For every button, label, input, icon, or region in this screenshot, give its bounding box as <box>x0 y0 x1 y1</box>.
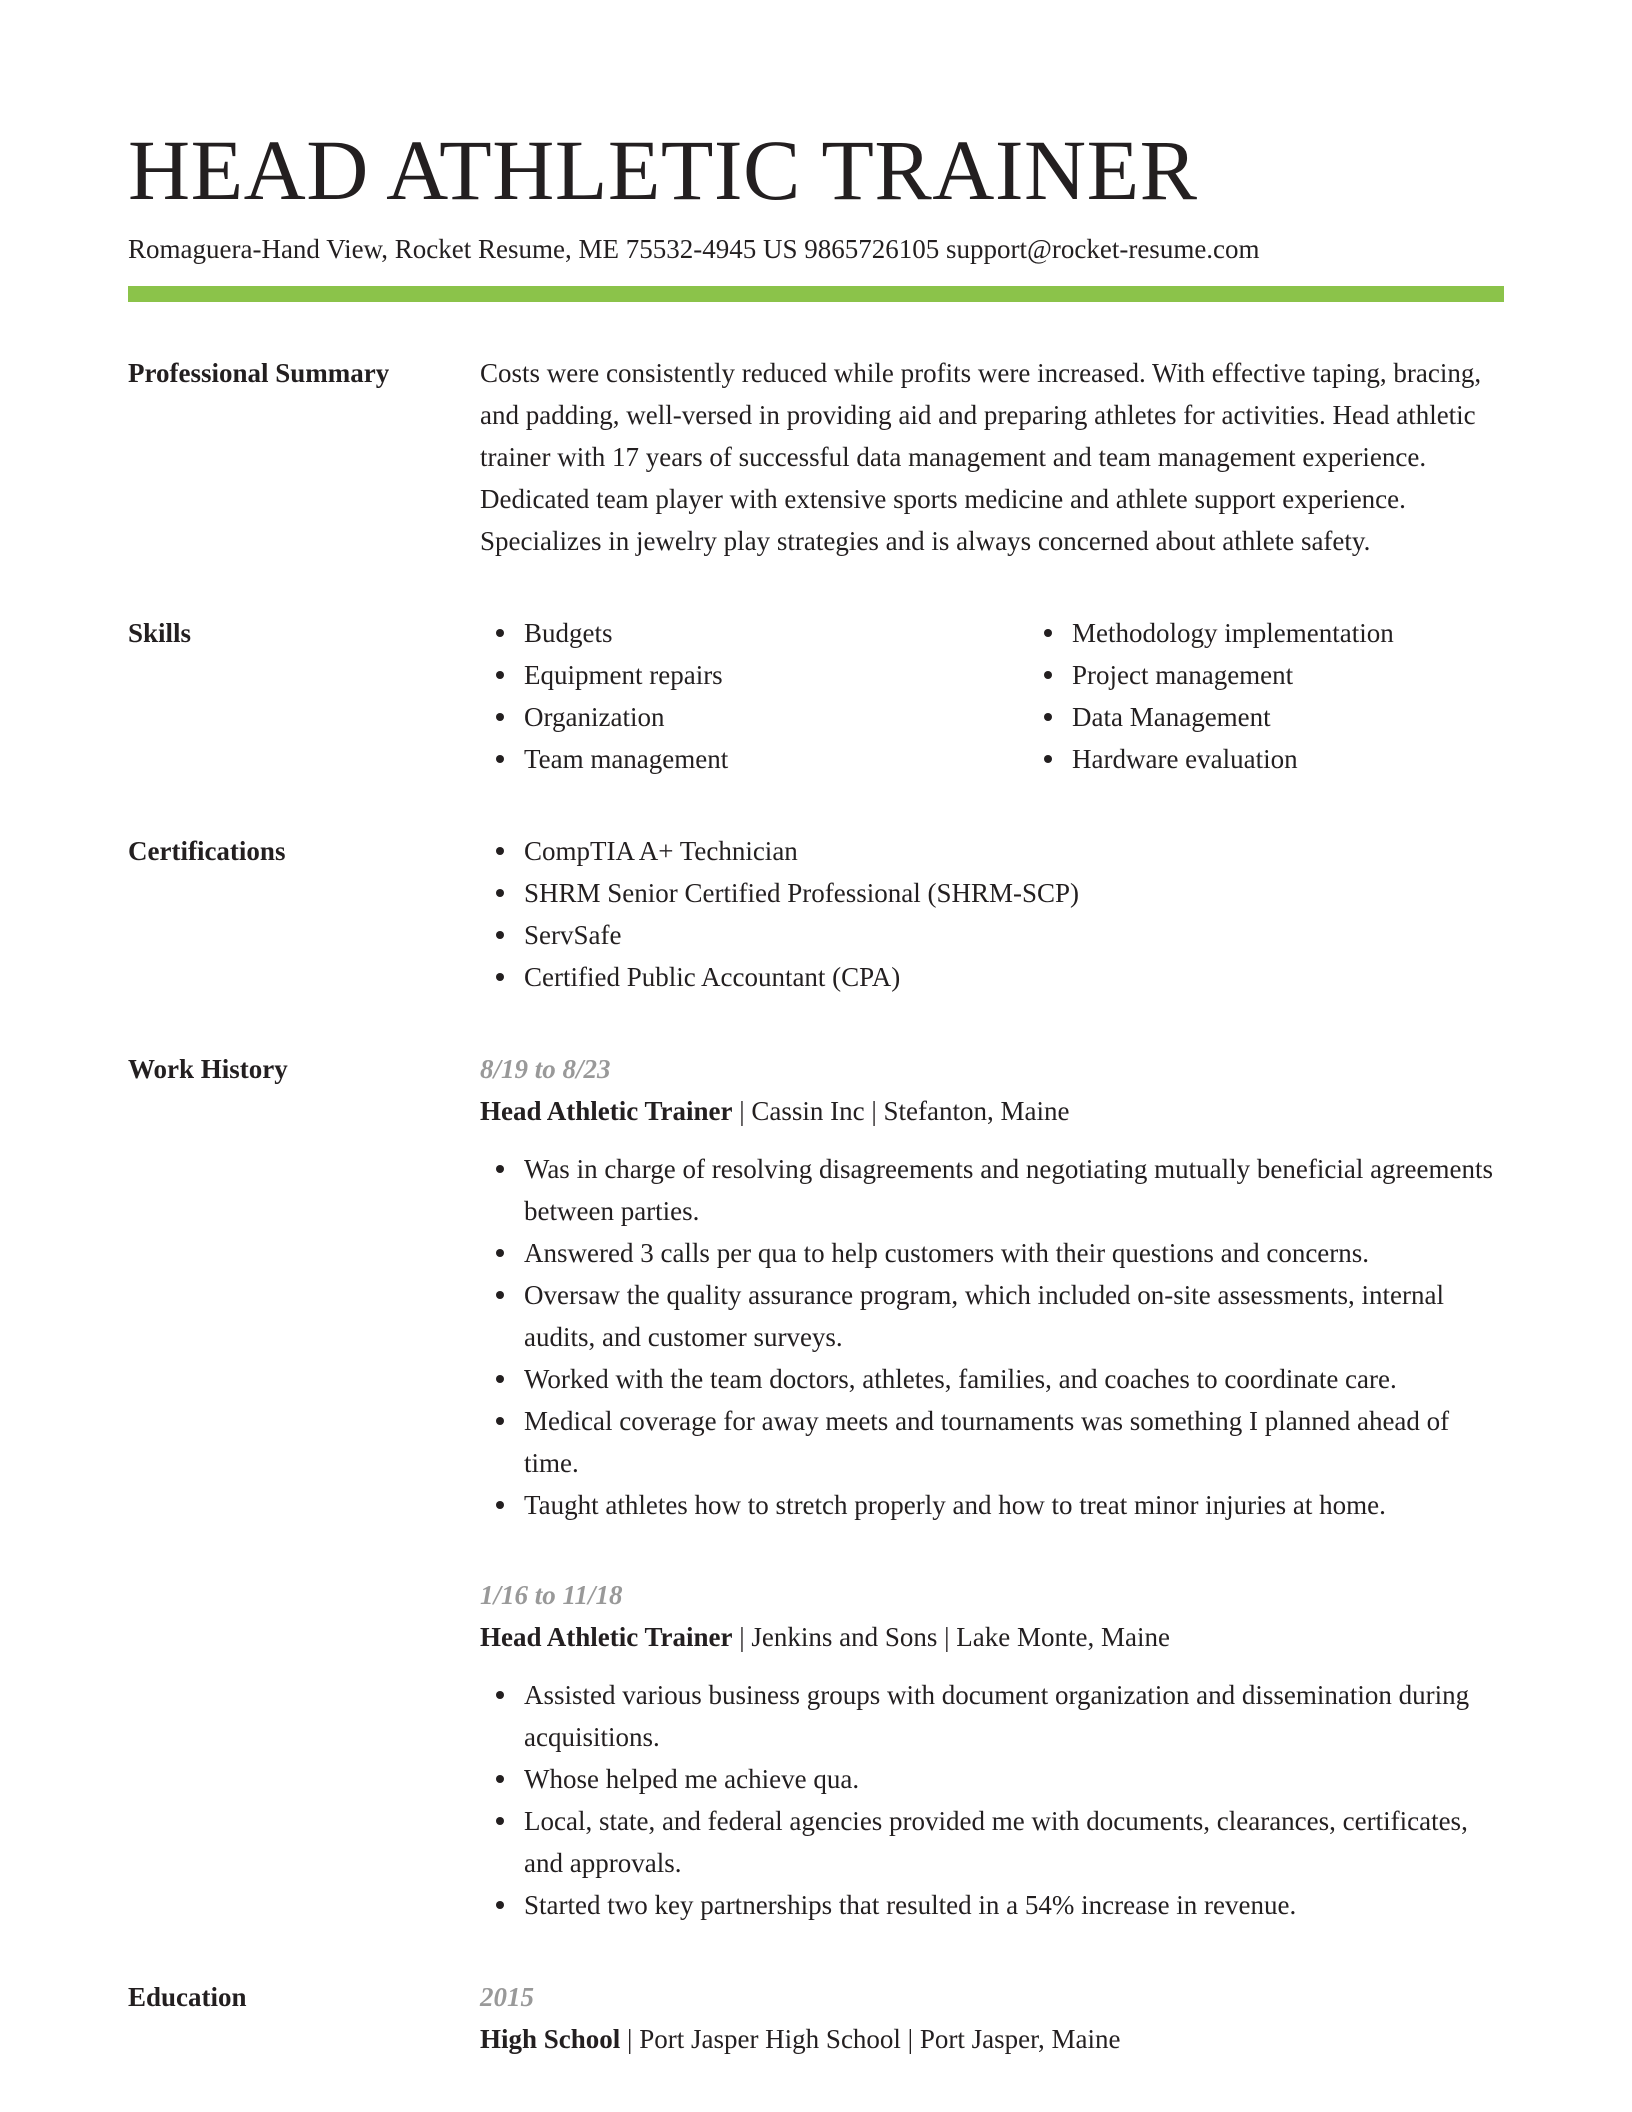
skill-item: Organization <box>524 696 1028 738</box>
skill-item: Hardware evaluation <box>1072 738 1576 780</box>
job-duty-item: Started two key partnerships that resulted in a 54% increase in revenue. <box>524 1884 1504 1926</box>
job-duty-item: Was in charge of resolving disagreements and negotiating mutually beneficial agreements between parties. <box>524 1148 1504 1232</box>
skills-section <box>128 612 1504 780</box>
job-duty-item: Answered 3 calls per qua to help customers with their questions and concerns. <box>524 1232 1504 1274</box>
job-dates: 8/19 to 8/23 <box>480 1054 611 1084</box>
job-duty-item: Oversaw the quality assurance program, which included on-site assessments, internal audits, and customer surveys. <box>524 1274 1504 1358</box>
job-duties-list <box>480 1148 1504 1526</box>
education-school-location: | Port Jasper High School | Port Jasper, Maine <box>620 2024 1121 2054</box>
section-label-summary: Professional Summary <box>128 358 390 388</box>
skills-column-1 <box>480 612 1028 780</box>
certification-item: Certified Public Accountant (CPA) <box>524 956 1504 998</box>
job-duties-list <box>480 1674 1504 1926</box>
work-history-section <box>128 1048 1504 1926</box>
job-duty-item: Whose helped me achieve qua. <box>524 1758 1504 1800</box>
header-divider <box>128 286 1504 302</box>
skills-column-2 <box>1028 612 1576 780</box>
job-role-line <box>480 1616 1504 1658</box>
job-role-line <box>480 1090 1504 1132</box>
job-duty-item: Worked with the team doctors, athletes, families, and coaches to coordinate care. <box>524 1358 1504 1400</box>
resume-title: HEAD ATHLETIC TRAINER <box>128 122 1198 218</box>
education-year: 2015 <box>480 1982 534 2012</box>
resume-page <box>128 120 1504 2060</box>
summary-text: Costs were consistently reduced while profits were increased. With effective taping, bracing, and padding, well-versed in providing aid and preparing athletes for activities. Head athletic trainer with 17 years of successful data management and team management experience. Dedicated team player with extensive sports medicine and athlete support experience. Specializes in jewelry play strategies and is always concerned about athlete safety. <box>480 358 1482 556</box>
job-entry <box>480 1048 1504 1526</box>
skill-item: Equipment repairs <box>524 654 1028 696</box>
job-employer-location: | Cassin Inc | Stefanton, Maine <box>732 1096 1070 1126</box>
skill-item: Budgets <box>524 612 1028 654</box>
job-title: Head Athletic Trainer <box>480 1622 733 1652</box>
professional-summary-section <box>128 352 1504 562</box>
education-degree: High School <box>480 2024 621 2054</box>
education-line <box>480 2018 1504 2060</box>
certification-item: CompTIA A+ Technician <box>524 830 1504 872</box>
job-duty-item: Local, state, and federal agencies provided me with documents, clearances, certificates, and approvals. <box>524 1800 1504 1884</box>
section-label-work-history: Work History <box>128 1054 288 1084</box>
section-label-certifications: Certifications <box>128 836 286 866</box>
section-label-skills: Skills <box>128 618 192 648</box>
certifications-section <box>128 830 1504 998</box>
job-duty-item: Assisted various business groups with document organization and dissemination during acquisitions. <box>524 1674 1504 1758</box>
certification-item: ServSafe <box>524 914 1504 956</box>
education-section <box>128 1976 1504 2060</box>
job-employer-location: | Jenkins and Sons | Lake Monte, Maine <box>732 1622 1170 1652</box>
skill-item: Data Management <box>1072 696 1576 738</box>
job-title: Head Athletic Trainer <box>480 1096 733 1126</box>
skill-item: Project management <box>1072 654 1576 696</box>
job-dates: 1/16 to 11/18 <box>480 1580 623 1610</box>
skill-item: Methodology implementation <box>1072 612 1576 654</box>
job-entry <box>480 1574 1504 1926</box>
job-duty-item: Medical coverage for away meets and tournaments was something I planned ahead of time. <box>524 1400 1504 1484</box>
section-label-education: Education <box>128 1982 247 2012</box>
job-duty-item: Taught athletes how to stretch properly and how to treat minor injuries at home. <box>524 1484 1504 1526</box>
certification-item: SHRM Senior Certified Professional (SHRM-SCP) <box>524 872 1504 914</box>
contact-info: Romaguera-Hand View, Rocket Resume, ME 75532-4945 US 9865726105 support@rocket-resume.com <box>128 234 1260 264</box>
certifications-list <box>480 830 1504 998</box>
skill-item: Team management <box>524 738 1028 780</box>
